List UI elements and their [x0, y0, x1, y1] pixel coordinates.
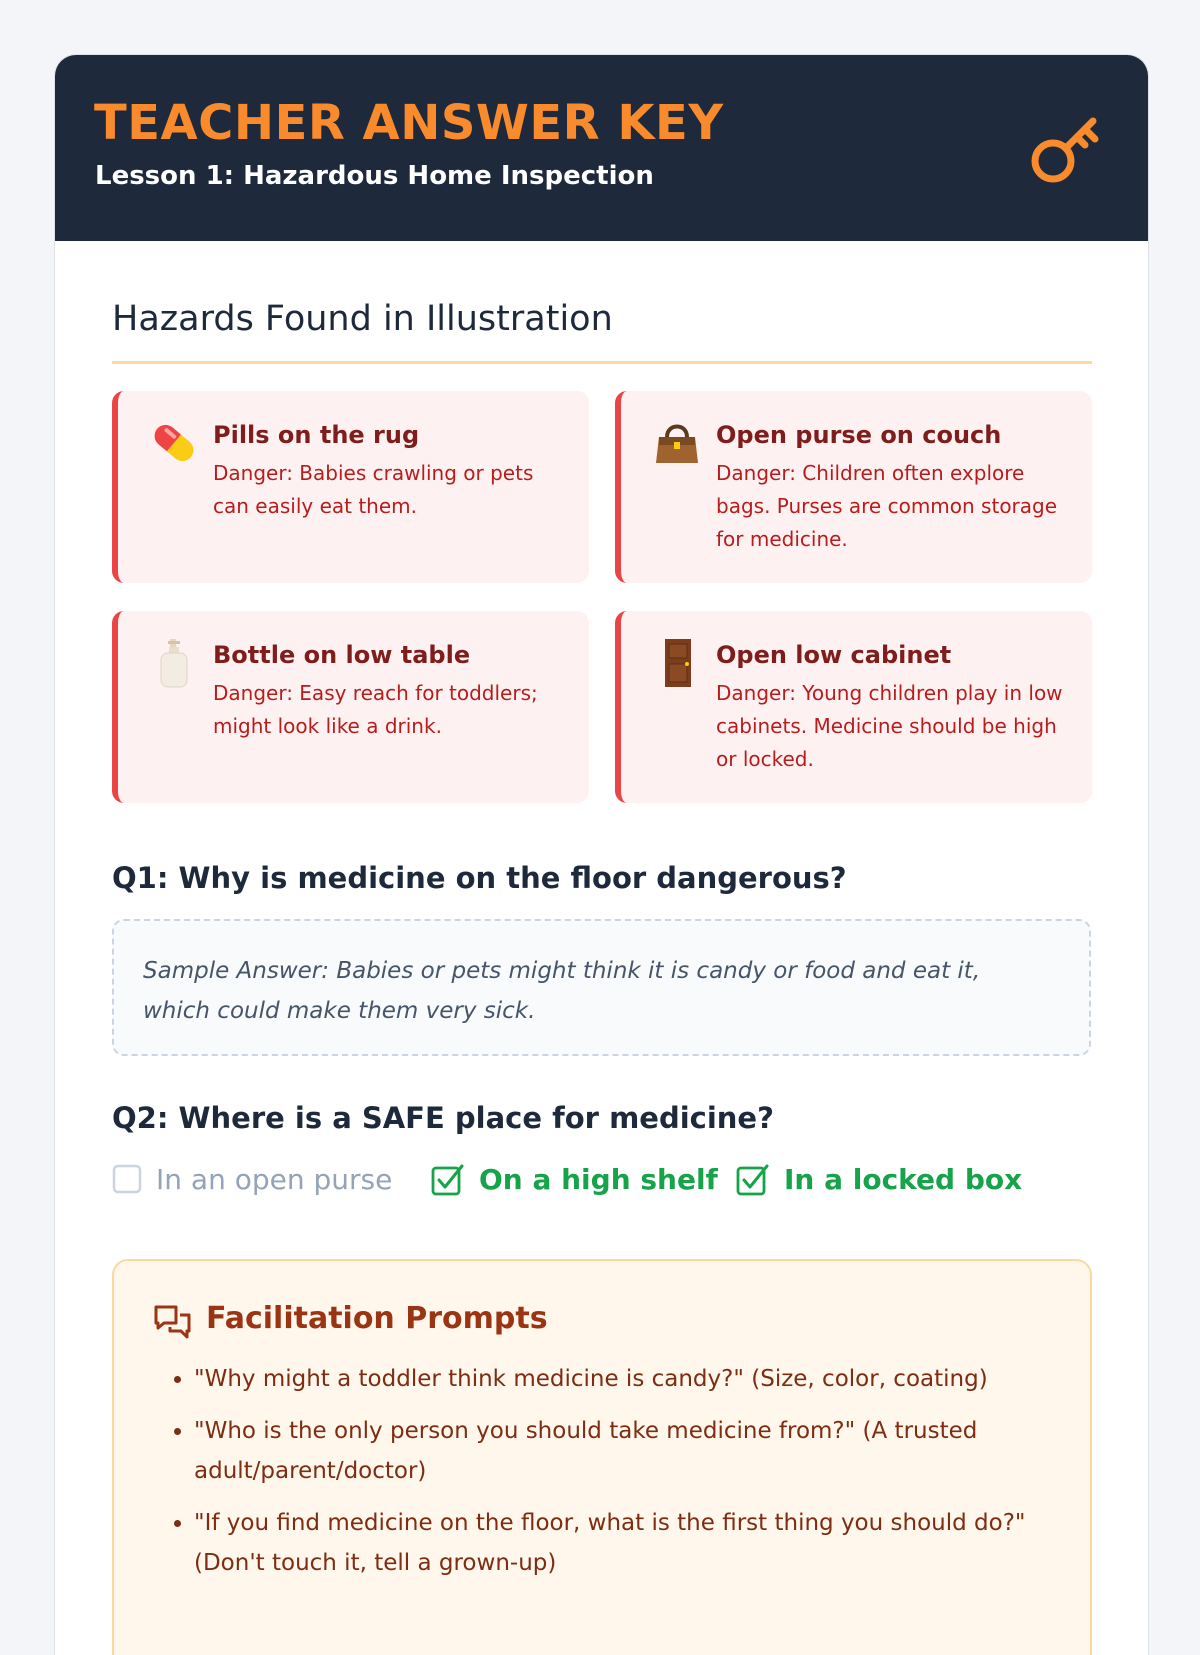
- header: [55, 55, 1148, 241]
- option-label: On a high shelf: [479, 1162, 718, 1196]
- answer-key-card: [54, 54, 1149, 1655]
- purse-icon: [651, 417, 703, 469]
- key-icon: [1027, 107, 1107, 187]
- hazard-card-bottle: [112, 611, 589, 803]
- section-divider: [112, 361, 1092, 364]
- hazard-description: Danger: Children often explore bags. Purses are common storage for medicine.: [716, 461, 1058, 551]
- door-icon: [651, 637, 703, 689]
- pill-icon: [148, 417, 200, 469]
- prompts-list: [148, 1359, 1074, 1595]
- checkbox-checked-icon[interactable]: [736, 1162, 770, 1196]
- hazard-card-purse: [615, 391, 1092, 583]
- option-label: In a locked box: [784, 1162, 1023, 1196]
- prompt-item: • "Who is the only person you should take medicine from?" (A trusted adult/parent/doctor): [194, 1411, 1074, 1491]
- hazard-title: Bottle on low table: [213, 641, 471, 669]
- question-2: Q2: Where is a SAFE place for medicine?: [112, 1101, 774, 1135]
- hazard-title: Pills on the rug: [213, 421, 420, 449]
- sample-answer-box: [112, 919, 1091, 1056]
- prompts-title: Facilitation Prompts: [206, 1301, 548, 1336]
- option-locked-box[interactable]: [736, 1159, 1022, 1199]
- hazard-description: Danger: Easy reach for toddlers; might look like a drink.: [213, 681, 538, 738]
- checkbox-empty-icon[interactable]: [112, 1164, 142, 1194]
- option-open-purse[interactable]: [112, 1159, 392, 1199]
- option-high-shelf[interactable]: [431, 1159, 718, 1199]
- prompt-item: • "Why might a toddler think medicine is candy?" (Size, color, coating): [194, 1359, 1074, 1399]
- hazard-description: Danger: Young children play in low cabinets. Medicine should be high or locked.: [716, 681, 1063, 771]
- hazard-card-cabinet: [615, 611, 1092, 803]
- hazard-title: Open purse on couch: [716, 421, 1002, 449]
- page-title: TEACHER ANSWER KEY: [94, 95, 724, 151]
- hazards-section-title: Hazards Found in Illustration: [112, 299, 613, 339]
- facilitation-prompts-box: [112, 1259, 1092, 1655]
- hazard-card-pills: [112, 391, 589, 583]
- option-label: In an open purse: [156, 1162, 393, 1196]
- sample-answer-text: Sample Answer: Babies or pets might think it is candy or food and eat it, which could make them very sick.: [143, 958, 981, 1024]
- prompt-item: • "If you find medicine on the floor, what is the first thing you should do?" (Don't touch it, tell a grown-up): [194, 1503, 1074, 1583]
- hazard-title: Open low cabinet: [716, 641, 952, 669]
- question-1: Q1: Why is medicine on the floor dangerous?: [112, 861, 847, 895]
- hazard-description: Danger: Babies crawling or pets can easily eat them.: [213, 461, 534, 518]
- lotion-bottle-icon: [148, 637, 200, 689]
- lesson-subtitle: Lesson 1: Hazardous Home Inspection: [95, 161, 654, 191]
- chat-bubbles-icon: [152, 1301, 194, 1343]
- checkbox-checked-icon[interactable]: [431, 1162, 465, 1196]
